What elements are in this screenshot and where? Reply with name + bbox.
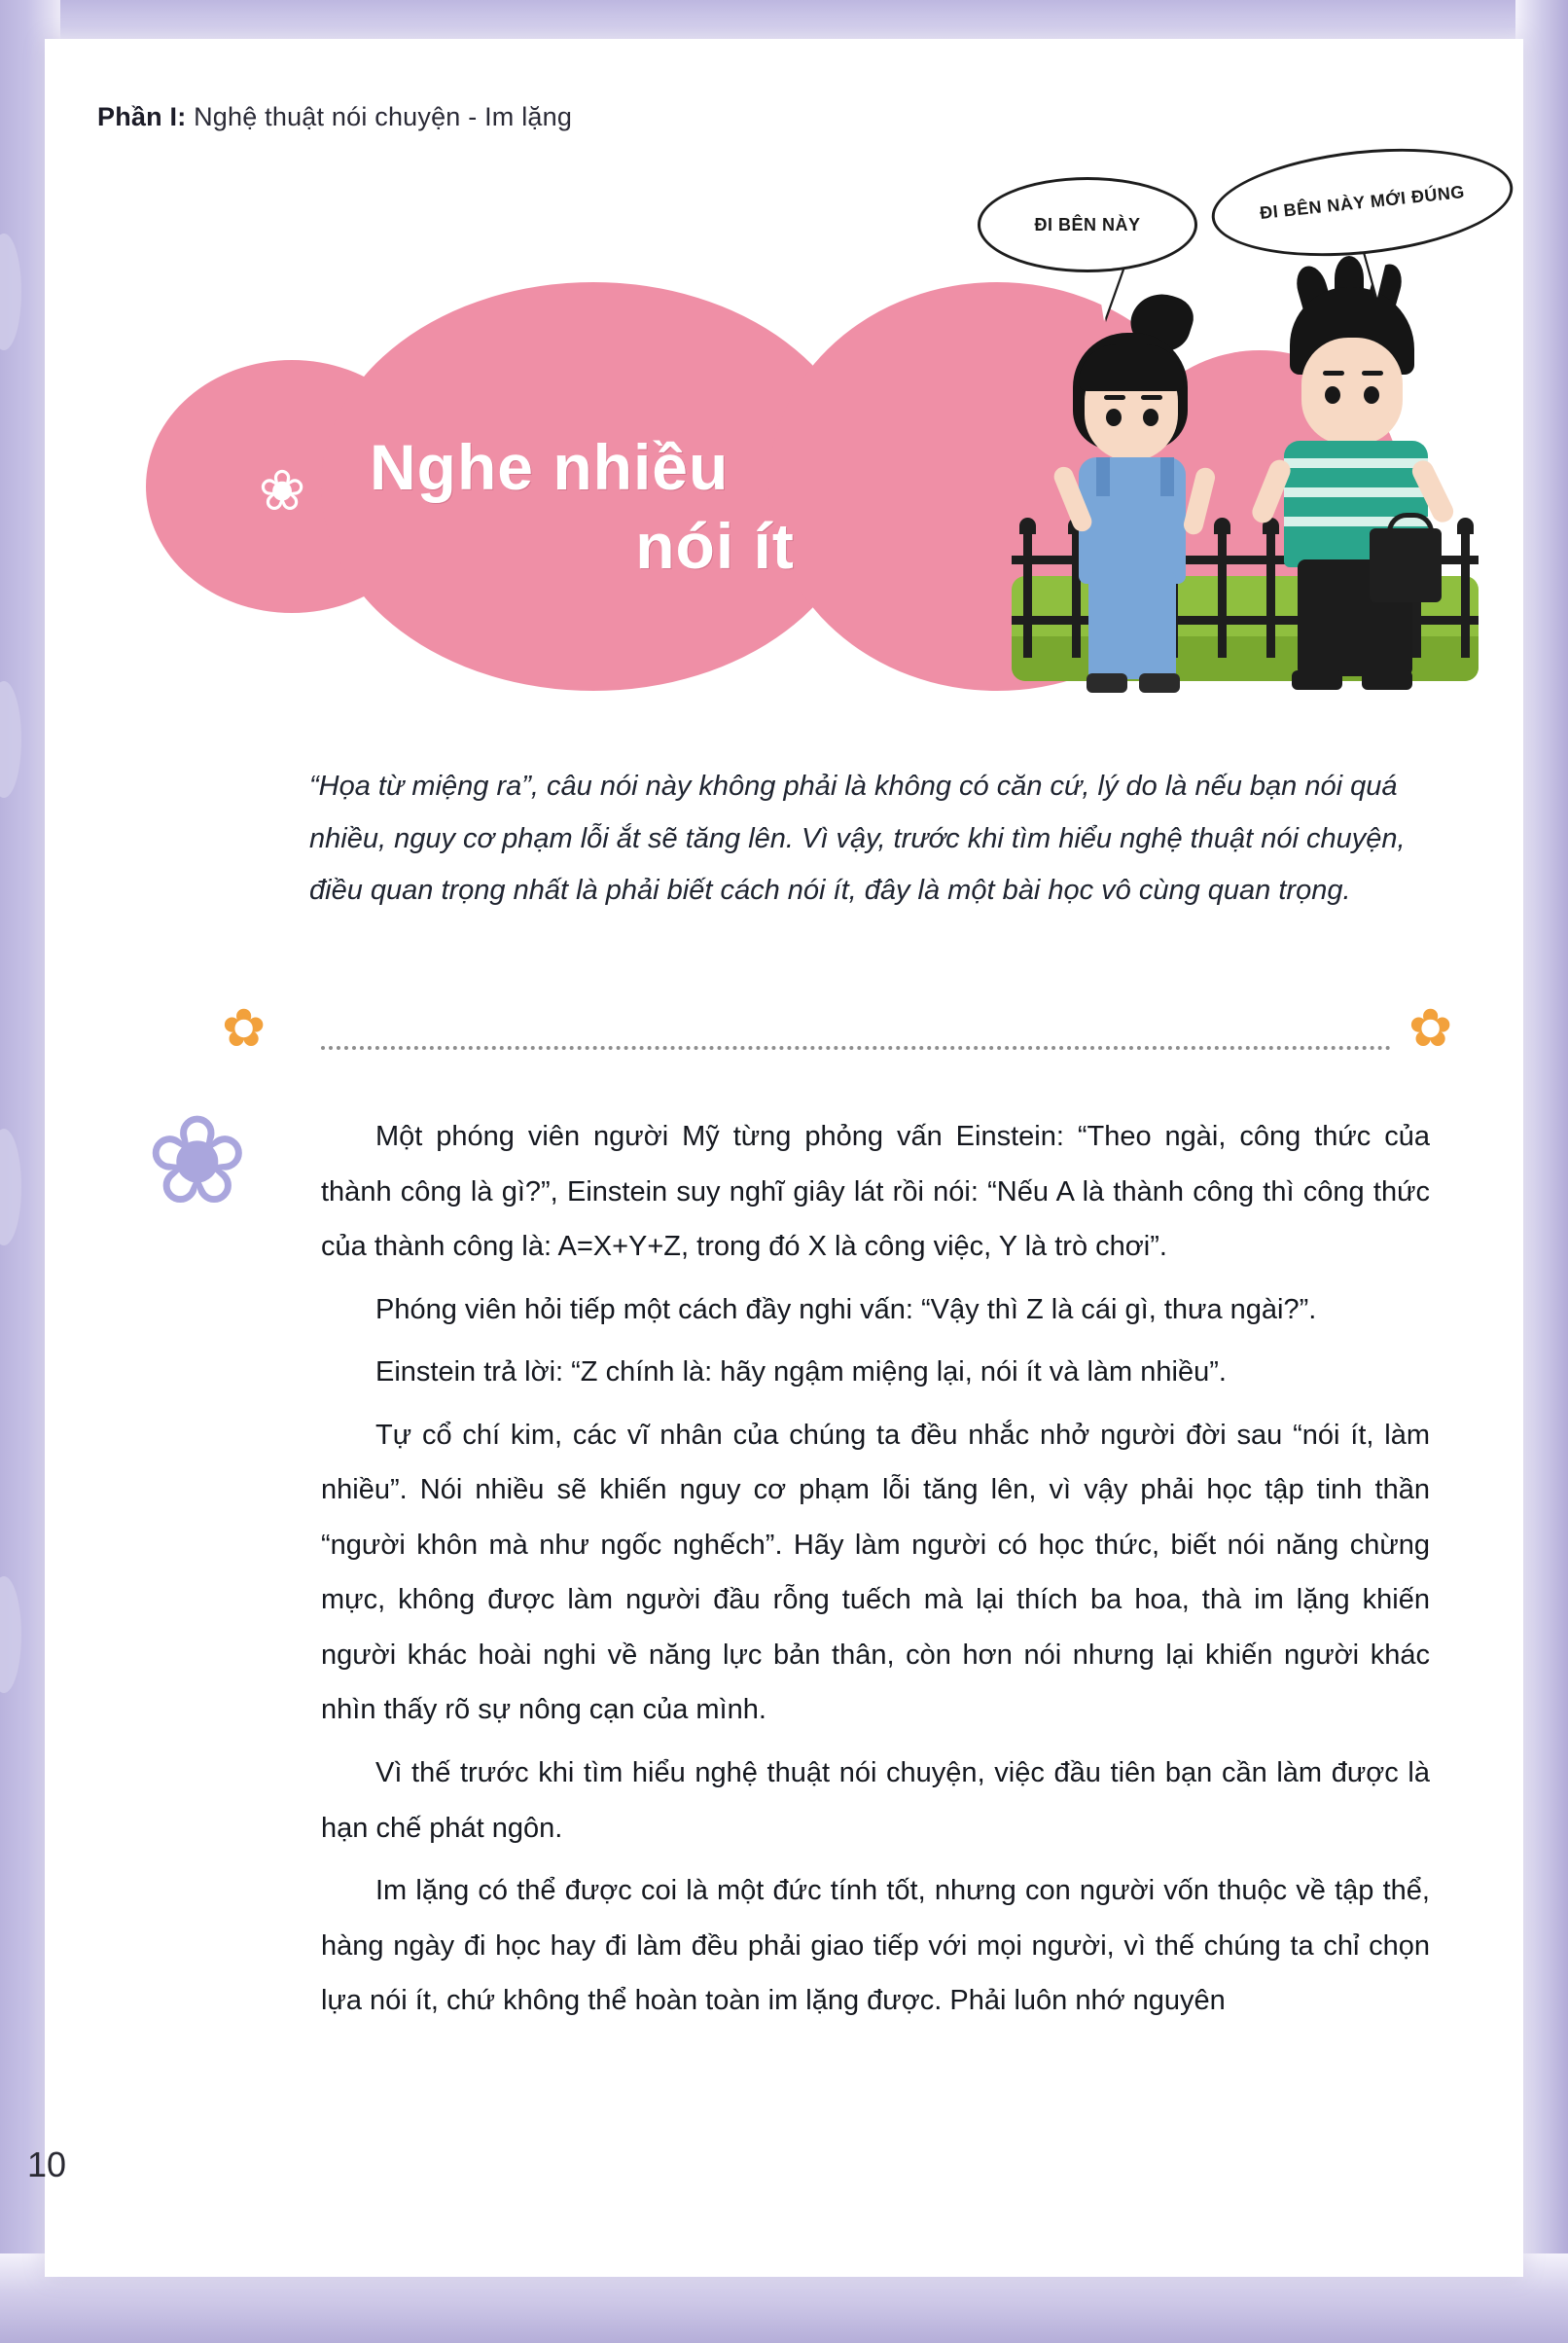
girl-eye xyxy=(1106,409,1122,426)
body-paragraph: Phóng viên hỏi tiếp một cách đầy nghi vấn: “Vậy thì Z là cái gì, thưa ngài?”. xyxy=(375,1293,1317,1325)
boy-shoe xyxy=(1362,670,1412,690)
dotted-divider xyxy=(321,1046,1391,1052)
chapter-title xyxy=(370,428,944,585)
running-header xyxy=(97,102,572,132)
page-frame-right xyxy=(1515,0,1568,2343)
boy-shoe xyxy=(1292,670,1342,690)
body-paragraph: Vì thế trước khi tìm hiểu nghệ thuật nói chuyện, việc đầu tiên bạn cần làm được là hạn chế phát ngôn. xyxy=(321,1757,1430,1844)
girl-eyebrow xyxy=(1104,395,1125,400)
body-paragraph: Einstein trả lời: “Z chính là: hãy ngậm miệng lại, nói ít và làm nhiều”. xyxy=(375,1356,1227,1388)
boy-eye xyxy=(1364,386,1379,404)
spine-nub xyxy=(0,1129,21,1245)
girl-strap xyxy=(1096,457,1110,496)
intro-paragraph: “Họa từ miệng ra”, câu nói này không phải là không có căn cứ, lý do là nếu bạn nói quá nhiều, nguy cơ phạm lỗi ắt sẽ tăng lên. Vì vậy, trước khi tìm hiểu nghệ thuật nói chuyện, điều quan trọng nhất là phải biết cách nói ít, đây là một bài học vô cùng quan trọng. xyxy=(309,771,1406,907)
girl-bangs xyxy=(1079,344,1184,391)
header-part-title: Nghệ thuật nói chuyện - Im lặng xyxy=(194,102,573,131)
girl-eye xyxy=(1143,409,1158,426)
girl-eyebrow xyxy=(1141,395,1162,400)
girl-arm xyxy=(1182,466,1217,537)
boy-bag xyxy=(1370,528,1442,602)
speech-bubble-left: ĐI BÊN NÀY xyxy=(978,177,1197,272)
fence-bar xyxy=(1023,529,1032,658)
flower-icon: ❀ xyxy=(146,1092,249,1229)
flower-icon: ✿ xyxy=(222,999,267,1058)
chapter-title-line2: nói ít xyxy=(635,509,795,582)
body-paragraph: Một phóng viên người Mỹ từng phỏng vấn Einstein: “Theo ngài, công thức của thành công là gì?”, Einstein suy nghĩ giây lát rồi nói: “Nếu A là thành công thì công thức của thành công là: A=X+Y+Z, trong đó X là công việc, Y là trò chơi”. xyxy=(321,1121,1430,1263)
spine-nub xyxy=(0,1576,21,1693)
header-part-label: Phần I: xyxy=(97,102,187,131)
girl-legs xyxy=(1088,572,1176,679)
boy-shirt-stripe xyxy=(1284,487,1428,497)
girl-strap xyxy=(1160,457,1174,496)
body-paragraph: Im lặng có thể được coi là một đức tính tốt, nhưng con người vốn thuộc về tập thể, hàng ngày đi học hay đi làm đều phải giao tiếp với mọi người, vì thế chúng ta chỉ chọn lựa nói ít, chứ không thể hoàn toàn im lặng được. Phải luôn nhớ nguyên xyxy=(321,1875,1430,2017)
chapter-title-line1: Nghe nhiều xyxy=(370,431,730,503)
boy-character xyxy=(1255,287,1469,696)
boy-eyebrow xyxy=(1362,371,1383,376)
girl-shoe xyxy=(1139,673,1180,693)
boy-shirt-stripe xyxy=(1284,458,1428,468)
spine-nub xyxy=(0,234,21,350)
body-paragraph: Tự cổ chí kim, các vĩ nhân của chúng ta đều nhắc nhở người đời sau “nói ít, làm nhiều”. Nói nhiều sẽ khiến nguy cơ phạm lỗi tăng lên, vì vậy phải học tập tinh thần “người khôn mà như ngốc nghếch”. Hãy làm người có học thức, biết nói năng chừng mực, không được làm người đầu rỗng tuếch mà lại thích ba hoa, thà im lặng khiến người khác hoài nghi về năng lực bản thân, còn hơn nói nhưng lại khiến người khác nhìn thấy rõ sự nông cạn của mình. xyxy=(321,1419,1430,1726)
flower-icon: ✿ xyxy=(1408,999,1453,1058)
boy-eye xyxy=(1325,386,1340,404)
flower-icon: ❀ xyxy=(258,459,306,523)
boy-eyebrow xyxy=(1323,371,1344,376)
body-text xyxy=(321,1109,1430,2037)
spine-nub xyxy=(0,681,21,798)
girl-shoe xyxy=(1087,673,1127,693)
speech-bubble-right: ĐI BÊN NÀY MỚI ĐÚNG xyxy=(1206,135,1517,270)
girl-character xyxy=(1046,311,1230,701)
boy-face xyxy=(1301,338,1403,445)
page-number: 10 xyxy=(27,2145,67,2184)
